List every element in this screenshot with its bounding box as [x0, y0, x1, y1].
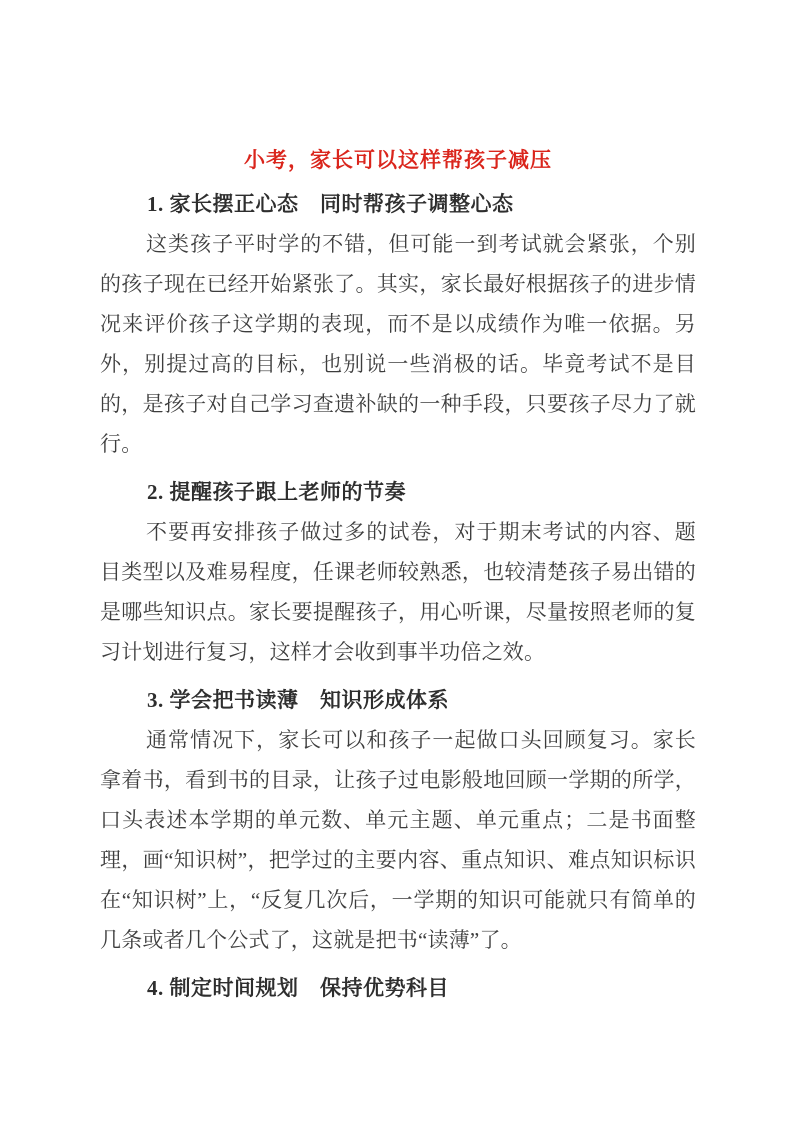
section-2-paragraph: 不要再安排孩子做过多的试卷，对于期末考试的内容、题目类型以及难易程度，任课老师较熟悉，也较清楚孩子易出错的是哪些知识点。家长要提醒孩子，用心听课，尽量按照老师的复习计划进行复习，这样才会收到事半功倍之效。 — [100, 520, 696, 664]
section-4 — [100, 968, 696, 1008]
document-title: 小考，家长可以这样帮孩子减压 — [244, 148, 552, 172]
section-3 — [100, 680, 696, 960]
section-2-heading: 2. 提醒孩子跟上老师的节奏 — [147, 480, 406, 504]
section-3-paragraph: 通常情况下，家长可以和孩子一起做口头回顾复习。家长拿着书，看到书的目录，让孩子过电影般地回顾一学期的所学，口头表述本学期的单元数、单元主题、单元重点；二是书面整理，画“知识树”，把学过的主要内容、重点知识、难点知识标识在“知识树”上，“反复几次后，一学期的知识可能就只有简单的几条或者几个公式了，这就是把书“读薄”了。 — [100, 728, 696, 952]
section-3-heading: 3. 学会把书读薄 知识形成体系 — [147, 688, 449, 712]
section-1-paragraph: 这类孩子平时学的不错，但可能一到考试就会紧张，个别的孩子现在已经开始紧张了。其实，家长最好根据孩子的进步情况来评价孩子这学期的表现，而不是以成绩作为唯一依据。另外，别提过高的目标，也别说一些消极的话。毕竟考试不是目的，是孩子对自己学习查遗补缺的一种手段，只要孩子尽力了就行。 — [100, 232, 696, 456]
section-2 — [100, 472, 696, 672]
section-1-heading: 1. 家长摆正心态 同时帮孩子调整心态 — [147, 192, 514, 216]
section-1 — [100, 184, 696, 464]
section-4-heading: 4. 制定时间规划 保持优势科目 — [147, 976, 449, 1000]
